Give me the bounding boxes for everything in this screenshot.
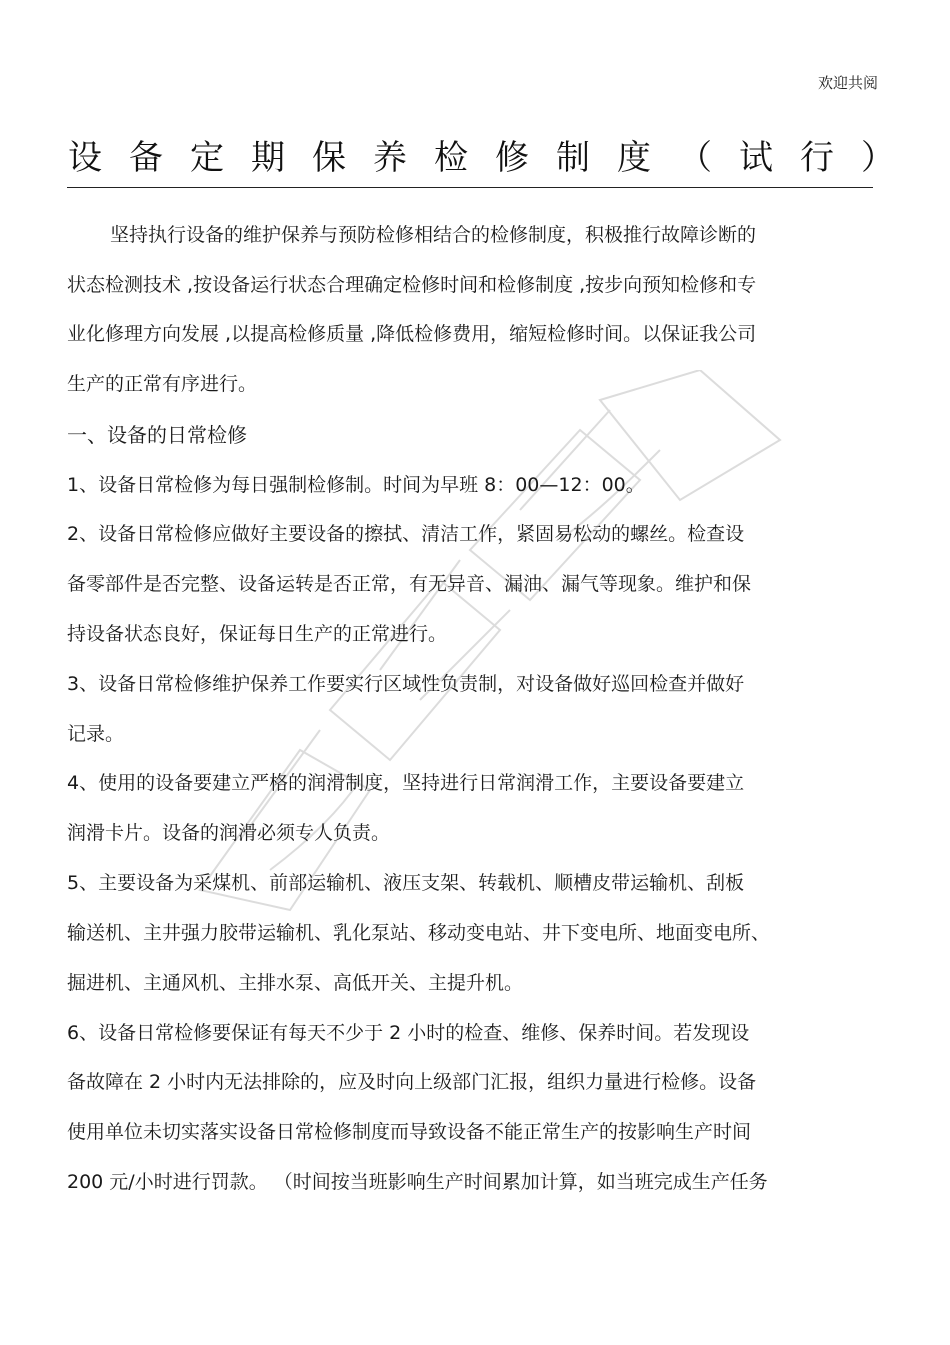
- paragraph-line: 输送机、主井强力胶带运输机、乳化泵站、移动变电站、井下变电所、地面变电所、: [67, 922, 771, 944]
- paragraph-line: 备零部件是否完整、设备运转是否正常，有无异音、漏油、漏气等现象。维护和保: [67, 573, 752, 595]
- watermark-stamp: [180, 370, 800, 930]
- paragraph-line: 4、使用的设备要建立严格的润滑制度，坚持进行日常润滑工作，主要设备要建立: [67, 772, 745, 794]
- paragraph-line: 坚持执行设备的维护保养与预防检修相结合的检修制度，积极推行故障诊断的: [110, 224, 757, 246]
- paragraph-line: 状态检测技术 ,按设备运行状态合理确定检修时间和检修制度 ,按步向预知检修和专: [67, 274, 757, 296]
- page-title: 设备定期保养检修制度（试行）: [68, 138, 922, 178]
- paragraph-line: 持设备状态良好，保证每日生产的正常进行。: [67, 623, 448, 645]
- paragraph-line: 200 元/小时进行罚款。 （时间按当班影响生产时间累加计算，如当班完成生产任务: [67, 1171, 768, 1193]
- title-underline: [67, 187, 873, 188]
- paragraph-line: 掘进机、主通风机、主排水泵、高低开关、主提升机。: [67, 972, 524, 994]
- paragraph-line: 2、设备日常检修应做好主要设备的擦拭、清洁工作，紧固易松动的螺丝。检查设: [67, 523, 745, 545]
- paragraph-line: 生产的正常有序进行。: [67, 373, 258, 395]
- paragraph-line: 6、设备日常检修要保证有每天不少于 2 小时的检查、维修、保养时间。若发现设: [67, 1022, 750, 1044]
- paragraph-line: 使用单位未切实落实设备日常检修制度而导致设备不能正常生产的按影响生产时间: [67, 1121, 752, 1143]
- paragraph-line: 业化修理方向发展 ,以提高检修质量 ,降低检修费用，缩短检修时间。以保证我公司: [67, 323, 757, 345]
- paragraph-line: 润滑卡片。设备的润滑必须专人负责。: [67, 822, 391, 844]
- header-note: 欢迎共阅: [817, 74, 878, 92]
- paragraph-line: 5、主要设备为采煤机、前部运输机、液压支架、转载机、顺槽皮带运输机、刮板: [67, 872, 745, 894]
- paragraph-line: 记录。: [67, 723, 125, 745]
- paragraph-line: 备故障在 2 小时内无法排除的，应及时向上级部门汇报，组织力量进行检修。设备: [67, 1071, 757, 1093]
- section-heading: 一、设备的日常检修: [67, 423, 247, 447]
- paragraph-line: 3、设备日常检修维护保养工作要实行区域性负责制，对设备做好巡回检查并做好: [67, 673, 745, 695]
- paragraph-line: 1、设备日常检修为每日强制检修制。时间为早班 8：00—12：00。: [67, 474, 645, 496]
